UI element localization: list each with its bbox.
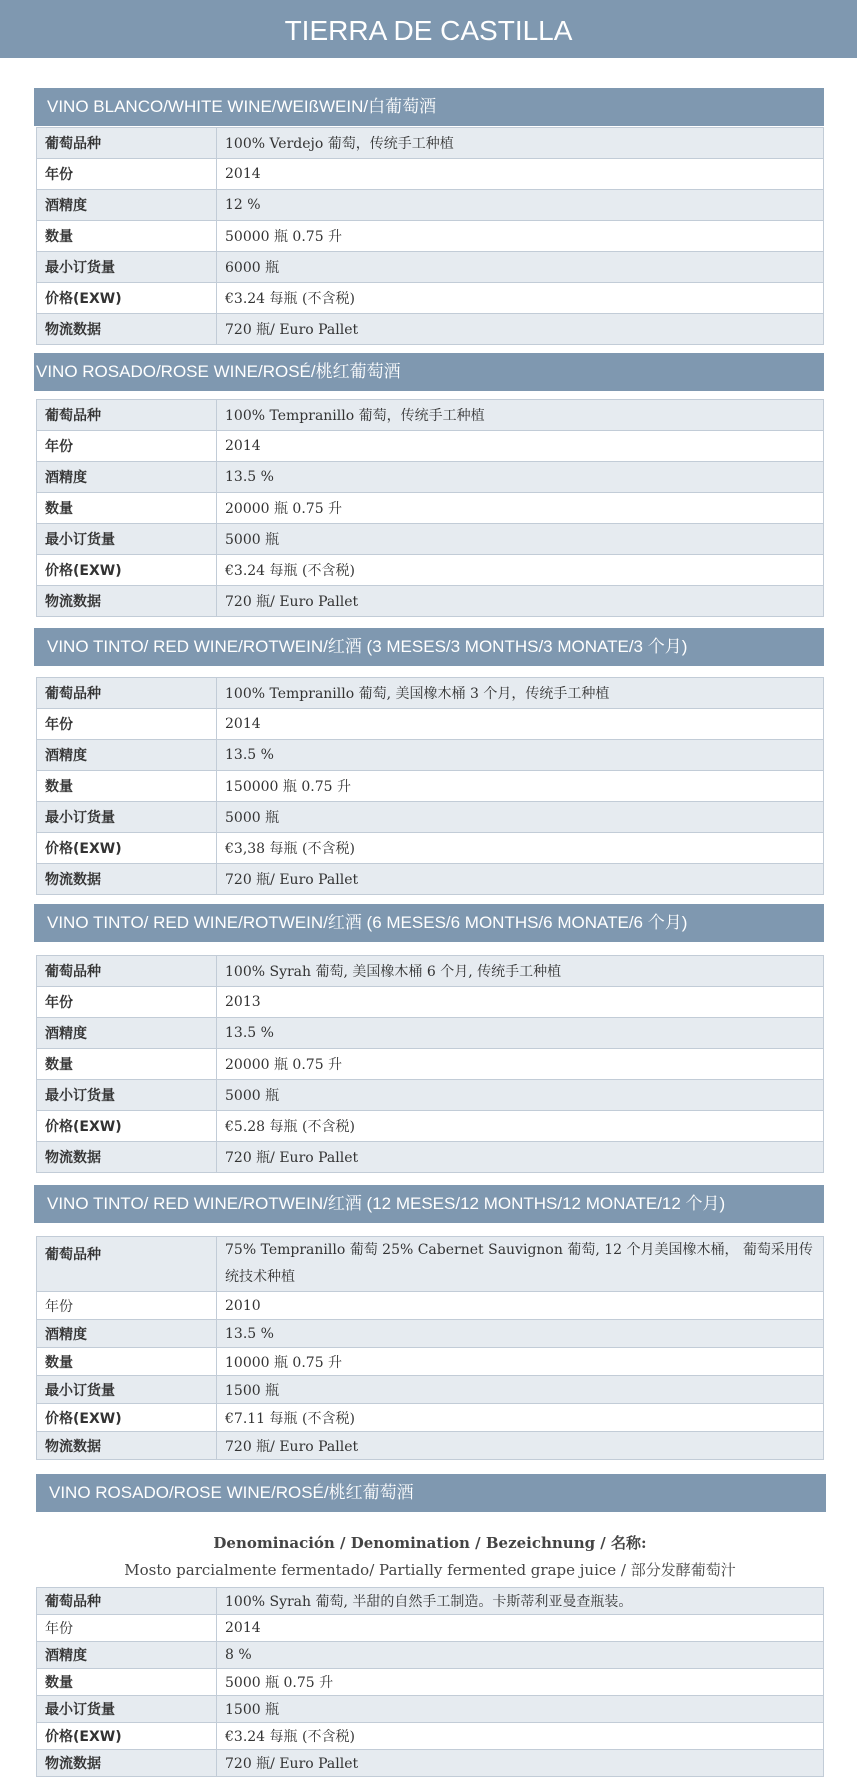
value-variety: 100% Tempranillo 葡萄, 美国橡木桶 3 个月，传统手工种植 [217, 678, 824, 709]
label-moq: 最小订货量 [37, 524, 217, 555]
table-row [37, 462, 824, 493]
value-alcohol: 13.5 % [217, 462, 824, 493]
table-row [37, 283, 824, 314]
value-variety: 100% Tempranillo 葡萄，传统手工种植 [217, 400, 824, 431]
label-vintage: 年份 [37, 1615, 217, 1642]
label-logistics: 物流数据 [37, 586, 217, 617]
value-vintage: 2013 [217, 987, 824, 1018]
value-alcohol: 13.5 % [217, 1018, 824, 1049]
table-row [37, 1018, 824, 1049]
label-vintage: 年份 [37, 709, 217, 740]
spec-table-red-wine-6-months [36, 955, 824, 1173]
value-variety: 75% Tempranillo 葡萄 25% Cabernet Sauvignon 葡萄, 12 个月美国橡木桶， 葡萄采用传统技术种植 [217, 1237, 824, 1292]
label-alcohol: 酒精度 [37, 740, 217, 771]
value-vintage: 2014 [217, 431, 824, 462]
value-moq: 5000 瓶 [217, 524, 824, 555]
label-moq: 最小订货量 [37, 802, 217, 833]
label-variety: 葡萄品种 [37, 1237, 217, 1292]
label-vintage: 年份 [37, 159, 217, 190]
table-row [37, 159, 824, 190]
table-row [37, 1642, 824, 1669]
denomination-title: Denominación / Denomination / Bezeichnung / 名称: [213, 1534, 647, 1552]
spec-table-partially-fermented-rose [36, 1587, 824, 1777]
value-variety: 100% Syrah 葡萄, 美国橡木桶 6 个月, 传统手工种植 [217, 956, 824, 987]
table-row [37, 1111, 824, 1142]
table-row [37, 431, 824, 462]
page-title: TIERRA DE CASTILLA [0, 0, 857, 58]
table-row [37, 1750, 824, 1777]
table-row [37, 586, 824, 617]
table-row [37, 1723, 824, 1750]
label-price: 价格(EXW) [37, 1723, 217, 1750]
table-row [37, 1404, 824, 1432]
label-quantity: 数量 [37, 221, 217, 252]
table-row [37, 524, 824, 555]
table-row [37, 1432, 824, 1460]
value-price: €3.24 每瓶 (不含税) [217, 555, 824, 586]
label-quantity: 数量 [37, 1348, 217, 1376]
label-alcohol: 酒精度 [37, 1642, 217, 1669]
value-moq: 5000 瓶 [217, 1080, 824, 1111]
value-logistics: 720 瓶/ Euro Pallet [217, 314, 824, 345]
table-row [37, 956, 824, 987]
value-price: €7.11 每瓶 (不含税) [217, 1404, 824, 1432]
label-price: 价格(EXW) [37, 1111, 217, 1142]
label-logistics: 物流数据 [37, 1750, 217, 1777]
section-heading-red-wine-6-months: VINO TINTO/ RED WINE/ROTWEIN/红酒 (6 MESES/6 MONTHS/6 MONATE/6 个月) [34, 904, 824, 942]
label-quantity: 数量 [37, 771, 217, 802]
section-heading-rose-wine: VINO ROSADO/ROSE WINE/ROSÉ/桃红葡萄酒 [34, 353, 824, 391]
label-variety: 葡萄品种 [37, 1588, 217, 1615]
label-alcohol: 酒精度 [37, 1320, 217, 1348]
value-price: €3.24 每瓶 (不含税) [217, 283, 824, 314]
table-row [37, 833, 824, 864]
value-logistics: 720 瓶/ Euro Pallet [217, 1142, 824, 1173]
spec-table-red-wine-12-months [36, 1236, 824, 1460]
label-variety: 葡萄品种 [37, 956, 217, 987]
table-row [37, 314, 824, 345]
table-row [37, 802, 824, 833]
value-variety: 100% Syrah 葡萄, 半甜的自然手工制造。卡斯蒂利亚曼查瓶装。 [217, 1588, 824, 1615]
label-variety: 葡萄品种 [37, 678, 217, 709]
section-heading-partially-fermented-rose: VINO ROSADO/ROSE WINE/ROSÉ/桃红葡萄酒 [36, 1474, 826, 1512]
value-vintage: 2014 [217, 159, 824, 190]
label-variety: 葡萄品种 [37, 400, 217, 431]
table-row [37, 252, 824, 283]
label-quantity: 数量 [37, 1049, 217, 1080]
table-row [37, 400, 824, 431]
value-vintage: 2010 [217, 1292, 824, 1320]
table-row [37, 555, 824, 586]
value-variety: 100% Verdejo 葡萄，传统手工种植 [217, 128, 824, 159]
label-logistics: 物流数据 [37, 1432, 217, 1460]
table-row [37, 1348, 824, 1376]
value-logistics: 720 瓶/ Euro Pallet [217, 1432, 824, 1460]
table-row [37, 1320, 824, 1348]
value-quantity: 150000 瓶 0.75 升 [217, 771, 824, 802]
table-row [37, 1588, 824, 1615]
value-price: €3,38 每瓶 (不含税) [217, 833, 824, 864]
table-row [37, 709, 824, 740]
value-logistics: 720 瓶/ Euro Pallet [217, 586, 824, 617]
label-variety: 葡萄品种 [37, 128, 217, 159]
label-logistics: 物流数据 [37, 314, 217, 345]
label-vintage: 年份 [37, 987, 217, 1018]
table-row [37, 221, 824, 252]
section-heading-red-wine-3-months: VINO TINTO/ RED WINE/ROTWEIN/红酒 (3 MESES/3 MONTHS/3 MONATE/3 个月) [34, 628, 824, 666]
value-quantity: 10000 瓶 0.75 升 [217, 1348, 824, 1376]
value-moq: 1500 瓶 [217, 1376, 824, 1404]
spec-table-white-wine [36, 127, 824, 345]
table-row [37, 1142, 824, 1173]
label-logistics: 物流数据 [37, 864, 217, 895]
table-row [37, 190, 824, 221]
label-alcohol: 酒精度 [37, 462, 217, 493]
label-moq: 最小订货量 [37, 252, 217, 283]
label-logistics: 物流数据 [37, 1142, 217, 1173]
value-quantity: 20000 瓶 0.75 升 [217, 1049, 824, 1080]
section-heading-red-wine-12-months: VINO TINTO/ RED WINE/ROTWEIN/红酒 (12 MESES/12 MONTHS/12 MONATE/12 个月) [34, 1185, 824, 1223]
label-price: 价格(EXW) [37, 833, 217, 864]
spec-table-red-wine-3-months [36, 677, 824, 895]
label-price: 价格(EXW) [37, 555, 217, 586]
table-row [37, 1080, 824, 1111]
table-row [37, 864, 824, 895]
table-row [37, 771, 824, 802]
table-row [37, 678, 824, 709]
spec-table-rose-wine [36, 399, 824, 617]
label-alcohol: 酒精度 [37, 1018, 217, 1049]
value-moq: 1500 瓶 [217, 1696, 824, 1723]
value-quantity: 50000 瓶 0.75 升 [217, 221, 824, 252]
table-row [37, 1292, 824, 1320]
table-row [37, 1669, 824, 1696]
table-row [37, 1696, 824, 1723]
label-moq: 最小订货量 [37, 1696, 217, 1723]
label-alcohol: 酒精度 [37, 190, 217, 221]
table-row [37, 987, 824, 1018]
table-row [37, 493, 824, 524]
value-alcohol: 13.5 % [217, 1320, 824, 1348]
table-row [37, 1376, 824, 1404]
section-heading-white-wine: VINO BLANCO/WHITE WINE/WEIßWEIN/白葡萄酒 [34, 88, 824, 126]
table-row [37, 1049, 824, 1080]
value-price: €3.24 每瓶 (不含税) [217, 1723, 824, 1750]
label-moq: 最小订货量 [37, 1376, 217, 1404]
label-quantity: 数量 [37, 493, 217, 524]
value-moq: 5000 瓶 [217, 802, 824, 833]
value-quantity: 5000 瓶 0.75 升 [217, 1669, 824, 1696]
value-vintage: 2014 [217, 709, 824, 740]
table-row [37, 1615, 824, 1642]
value-alcohol: 13.5 % [217, 740, 824, 771]
table-row [37, 740, 824, 771]
label-vintage: 年份 [37, 1292, 217, 1320]
label-price: 价格(EXW) [37, 283, 217, 314]
value-moq: 6000 瓶 [217, 252, 824, 283]
table-row [37, 128, 824, 159]
value-logistics: 720 瓶/ Euro Pallet [217, 1750, 824, 1777]
value-alcohol: 8 % [217, 1642, 824, 1669]
label-quantity: 数量 [37, 1669, 217, 1696]
label-price: 价格(EXW) [37, 1404, 217, 1432]
value-quantity: 20000 瓶 0.75 升 [217, 493, 824, 524]
value-vintage: 2014 [217, 1615, 824, 1642]
value-alcohol: 12 % [217, 190, 824, 221]
value-price: €5.28 每瓶 (不含税) [217, 1111, 824, 1142]
denomination-value: Mosto parcialmente fermentado/ Partially fermented grape juice / 部分发酵葡萄汁 [124, 1561, 736, 1579]
label-moq: 最小订货量 [37, 1080, 217, 1111]
label-vintage: 年份 [37, 431, 217, 462]
value-logistics: 720 瓶/ Euro Pallet [217, 864, 824, 895]
table-row [37, 1237, 824, 1292]
